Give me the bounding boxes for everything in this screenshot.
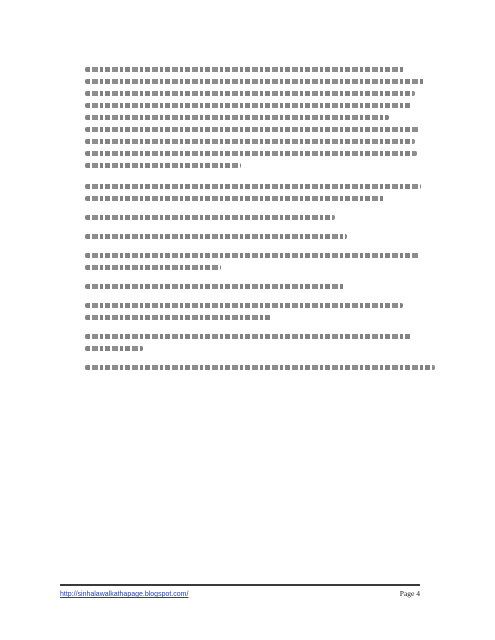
- text-line: [85, 315, 271, 320]
- text-line: [85, 253, 419, 258]
- paragraph: [85, 365, 425, 370]
- text-line: [85, 334, 411, 339]
- text-line: [85, 365, 435, 370]
- footer-rule: [60, 584, 420, 586]
- text-line: [85, 163, 241, 168]
- text-line: [85, 127, 419, 132]
- paragraph: [85, 215, 425, 220]
- text-line: [85, 303, 403, 308]
- paragraph: [85, 184, 425, 201]
- text-line: [85, 215, 335, 220]
- paragraph: [85, 334, 425, 351]
- body-text: [85, 67, 425, 384]
- page-number: Page 4: [399, 589, 420, 598]
- text-line: [85, 79, 425, 84]
- text-line: [85, 196, 385, 201]
- text-line: [85, 151, 417, 156]
- text-line: [85, 184, 421, 189]
- paragraph: [85, 284, 425, 289]
- footer-link[interactable]: http://sinhalawalkathapage.blogspot.com/: [60, 591, 189, 598]
- text-line: [85, 103, 411, 108]
- paragraph: [85, 303, 425, 320]
- text-line: [85, 91, 415, 96]
- paragraph: [85, 253, 425, 270]
- text-line: [85, 284, 345, 289]
- text-line: [85, 67, 405, 72]
- text-line: [85, 139, 415, 144]
- text-line: [85, 115, 389, 120]
- text-line: [85, 265, 221, 270]
- page-footer: [60, 589, 420, 598]
- text-line: [85, 346, 143, 351]
- paragraph: [85, 67, 425, 168]
- paragraph: [85, 234, 425, 239]
- text-line: [85, 234, 347, 239]
